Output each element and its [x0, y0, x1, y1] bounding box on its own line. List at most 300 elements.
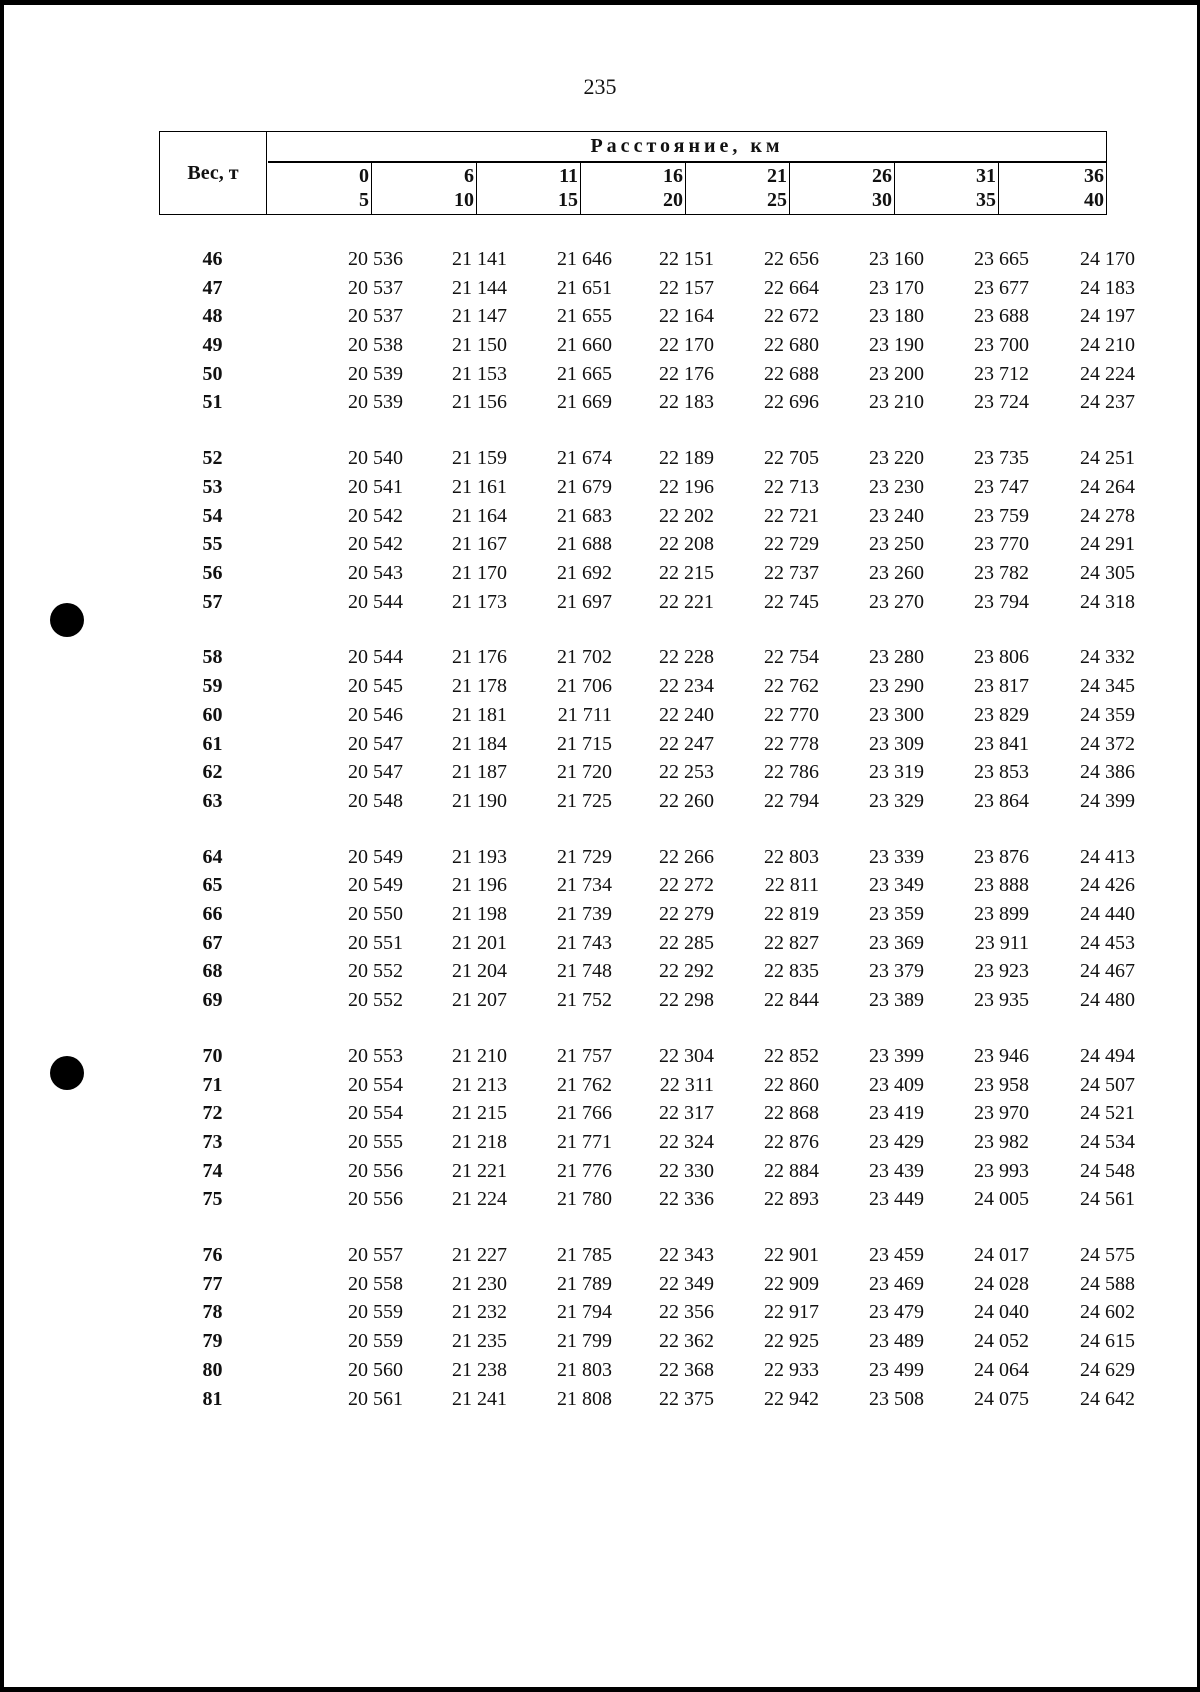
value-cell: 24 588: [1080, 1273, 1135, 1295]
value-cell: 23 200: [869, 363, 924, 385]
value-cell: 22 754: [764, 646, 819, 668]
value-cell: 22 721: [764, 505, 819, 527]
value-cell: 24 521: [1080, 1102, 1135, 1124]
scan-border-top: [0, 0, 1200, 5]
value-cell: 24 602: [1080, 1301, 1135, 1323]
distance-range-cell: [790, 162, 895, 214]
scan-border-bottom: [0, 1687, 1200, 1692]
value-cell: 20 544: [348, 646, 403, 668]
value-cell: 22 330: [659, 1160, 714, 1182]
page-number: 235: [583, 74, 617, 99]
weight-cell: 69: [202, 989, 223, 1011]
table-row: [159, 989, 1135, 1017]
value-cell: 20 547: [348, 733, 403, 755]
weight-cell: 73: [202, 1131, 223, 1153]
value-cell: 20 539: [348, 363, 403, 385]
value-cell: 23 829: [974, 704, 1029, 726]
table-row: [159, 932, 1135, 960]
value-cell: 24 052: [974, 1330, 1029, 1352]
table-row: [159, 1188, 1135, 1216]
value-cell: 24 251: [1080, 447, 1135, 469]
value-cell: 20 538: [348, 334, 403, 356]
value-cell: 22 860: [764, 1074, 819, 1096]
value-cell: 21 196: [452, 874, 507, 896]
value-cell: 23 958: [974, 1074, 1029, 1096]
value-cell: 23 747: [974, 476, 1029, 498]
value-cell: 20 554: [348, 1102, 403, 1124]
value-cell: 21 669: [557, 391, 612, 413]
value-cell: 20 558: [348, 1273, 403, 1295]
range-to: 35: [976, 189, 996, 211]
weight-cell: 74: [202, 1160, 223, 1182]
weight-cell: 61: [202, 733, 223, 755]
value-cell: 20 544: [348, 591, 403, 613]
value-cell: 22 893: [764, 1188, 819, 1210]
value-cell: 23 329: [869, 790, 924, 812]
value-cell: 24 345: [1080, 675, 1135, 697]
value-cell: 22 272: [659, 874, 714, 896]
table-row: [159, 1045, 1135, 1073]
value-cell: 22 737: [764, 562, 819, 584]
value-cell: 22 362: [659, 1330, 714, 1352]
value-cell: 20 548: [348, 790, 403, 812]
value-cell: 21 752: [557, 989, 612, 1011]
value-cell: 20 537: [348, 277, 403, 299]
value-cell: 21 688: [557, 533, 612, 555]
value-cell: 21 159: [452, 447, 507, 469]
value-cell: 22 868: [764, 1102, 819, 1124]
weight-cell: 52: [202, 447, 223, 469]
value-cell: 23 665: [974, 248, 1029, 270]
value-cell: 20 542: [348, 505, 403, 527]
weight-header-label: Вес, т: [187, 162, 239, 184]
weight-cell: 76: [202, 1244, 223, 1266]
value-cell: 24 075: [974, 1388, 1029, 1410]
value-cell: 21 218: [452, 1131, 507, 1153]
distance-range-cell: [477, 162, 581, 214]
value-cell: 22 925: [764, 1330, 819, 1352]
value-cell: 21 739: [557, 903, 612, 925]
value-cell: 22 786: [764, 761, 819, 783]
value-cell: 21 785: [557, 1244, 612, 1266]
value-cell: 24 615: [1080, 1330, 1135, 1352]
range-from: 6: [464, 165, 474, 187]
value-cell: 21 181: [452, 704, 507, 726]
value-cell: 24 040: [974, 1301, 1029, 1323]
value-cell: 23 970: [974, 1102, 1029, 1124]
value-cell: 22 909: [764, 1273, 819, 1295]
value-cell: 21 743: [557, 932, 612, 954]
value-cell: 21 227: [452, 1244, 507, 1266]
value-cell: 23 349: [869, 874, 924, 896]
value-cell: 21 651: [557, 277, 612, 299]
value-cell: 23 260: [869, 562, 924, 584]
value-cell: 22 917: [764, 1301, 819, 1323]
value-cell: 22 729: [764, 533, 819, 555]
value-cell: 21 170: [452, 562, 507, 584]
value-cell: 21 184: [452, 733, 507, 755]
value-cell: 20 553: [348, 1045, 403, 1067]
value-cell: 22 336: [659, 1188, 714, 1210]
value-cell: 21 697: [557, 591, 612, 613]
value-cell: 22 762: [764, 675, 819, 697]
value-cell: 22 688: [764, 363, 819, 385]
value-cell: 23 230: [869, 476, 924, 498]
range-from: 16: [663, 165, 683, 187]
value-cell: 22 884: [764, 1160, 819, 1182]
weight-cell: 48: [202, 305, 223, 327]
distance-range-cell: [895, 162, 999, 214]
table-row: [159, 960, 1135, 988]
value-cell: 21 190: [452, 790, 507, 812]
value-cell: 23 806: [974, 646, 1029, 668]
value-cell: 21 230: [452, 1273, 507, 1295]
value-cell: 22 844: [764, 989, 819, 1011]
value-cell: 21 141: [452, 248, 507, 270]
value-cell: 23 190: [869, 334, 924, 356]
value-cell: 21 706: [557, 675, 612, 697]
value-cell: 21 178: [452, 675, 507, 697]
table-row: [159, 363, 1135, 391]
table-row: [159, 646, 1135, 674]
weight-cell: 70: [202, 1045, 223, 1067]
table-row: [159, 874, 1135, 902]
value-cell: 23 735: [974, 447, 1029, 469]
value-cell: 21 238: [452, 1359, 507, 1381]
value-cell: 23 782: [974, 562, 1029, 584]
value-cell: 22 656: [764, 248, 819, 270]
value-cell: 23 449: [869, 1188, 924, 1210]
value-cell: 23 170: [869, 277, 924, 299]
value-cell: 22 151: [659, 248, 714, 270]
value-cell: 21 144: [452, 277, 507, 299]
value-cell: 24 629: [1080, 1359, 1135, 1381]
value-cell: 21 210: [452, 1045, 507, 1067]
value-cell: 24 017: [974, 1244, 1029, 1266]
value-cell: 22 247: [659, 733, 714, 755]
punch-hole: [50, 1056, 84, 1090]
value-cell: 23 864: [974, 790, 1029, 812]
distance-range-cell: [268, 162, 372, 214]
value-cell: 20 556: [348, 1160, 403, 1182]
value-cell: 22 176: [659, 363, 714, 385]
value-cell: 21 794: [557, 1301, 612, 1323]
value-cell: 23 899: [974, 903, 1029, 925]
value-cell: 21 241: [452, 1388, 507, 1410]
weight-cell: 62: [202, 761, 223, 783]
weight-header-cell: [160, 132, 267, 214]
value-cell: 22 819: [764, 903, 819, 925]
table-row: [159, 675, 1135, 703]
range-from: 11: [559, 165, 578, 187]
table-row: [159, 790, 1135, 818]
weight-cell: 60: [202, 704, 223, 726]
value-cell: 23 946: [974, 1045, 1029, 1067]
value-cell: 22 811: [764, 874, 819, 896]
value-cell: 23 469: [869, 1273, 924, 1295]
value-cell: 24 264: [1080, 476, 1135, 498]
value-cell: 23 160: [869, 248, 924, 270]
value-cell: 24 534: [1080, 1131, 1135, 1153]
weight-cell: 51: [202, 391, 223, 413]
value-cell: 22 349: [659, 1273, 714, 1295]
value-cell: 24 197: [1080, 305, 1135, 327]
value-cell: 24 467: [1080, 960, 1135, 982]
value-cell: 22 356: [659, 1301, 714, 1323]
table-row: [159, 447, 1135, 475]
range-from: 21: [767, 165, 787, 187]
value-cell: 24 359: [1080, 704, 1135, 726]
value-cell: 20 542: [348, 533, 403, 555]
value-cell: 21 213: [452, 1074, 507, 1096]
value-cell: 21 232: [452, 1301, 507, 1323]
table-row: [159, 1359, 1135, 1387]
value-cell: 20 556: [348, 1188, 403, 1210]
value-cell: 21 734: [557, 874, 612, 896]
table-row: [159, 1244, 1135, 1272]
value-cell: 23 923: [974, 960, 1029, 982]
table-row: [159, 505, 1135, 533]
value-cell: 22 803: [764, 846, 819, 868]
value-cell: 22 292: [659, 960, 714, 982]
value-cell: 21 808: [557, 1388, 612, 1410]
value-cell: 23 876: [974, 846, 1029, 868]
value-cell: 24 305: [1080, 562, 1135, 584]
weight-cell: 63: [202, 790, 223, 812]
value-cell: 23 300: [869, 704, 924, 726]
weight-cell: 65: [202, 874, 223, 896]
table-row: [159, 1330, 1135, 1358]
value-cell: 22 183: [659, 391, 714, 413]
value-cell: 20 546: [348, 704, 403, 726]
value-cell: 23 240: [869, 505, 924, 527]
value-cell: 22 279: [659, 903, 714, 925]
table-row: [159, 1388, 1135, 1416]
value-cell: 22 713: [764, 476, 819, 498]
value-cell: 20 543: [348, 562, 403, 584]
value-cell: 21 660: [557, 334, 612, 356]
weight-cell: 72: [202, 1102, 223, 1124]
distance-range-cell: [686, 162, 790, 214]
value-cell: 23 180: [869, 305, 924, 327]
value-cell: 20 547: [348, 761, 403, 783]
value-cell: 22 705: [764, 447, 819, 469]
value-cell: 22 202: [659, 505, 714, 527]
value-cell: 23 817: [974, 675, 1029, 697]
value-cell: 23 220: [869, 447, 924, 469]
value-cell: 24 426: [1080, 874, 1135, 896]
value-cell: 21 715: [557, 733, 612, 755]
value-cell: 22 317: [659, 1102, 714, 1124]
value-cell: 20 555: [348, 1131, 403, 1153]
value-cell: 20 549: [348, 846, 403, 868]
table-row: [159, 733, 1135, 761]
value-cell: 22 221: [659, 591, 714, 613]
value-cell: 21 776: [557, 1160, 612, 1182]
value-cell: 24 028: [974, 1273, 1029, 1295]
table-row: [159, 903, 1135, 931]
value-cell: 23 339: [869, 846, 924, 868]
value-cell: 21 147: [452, 305, 507, 327]
range-to: 15: [558, 189, 578, 211]
value-cell: 23 250: [869, 533, 924, 555]
range-from: 31: [976, 165, 996, 187]
value-cell: 23 700: [974, 334, 1029, 356]
value-cell: 22 696: [764, 391, 819, 413]
value-cell: 20 561: [348, 1388, 403, 1410]
value-cell: 22 827: [764, 932, 819, 954]
weight-cell: 81: [202, 1388, 223, 1410]
value-cell: 20 560: [348, 1359, 403, 1381]
weight-cell: 47: [202, 277, 223, 299]
value-cell: 23 677: [974, 277, 1029, 299]
value-cell: 23 993: [974, 1160, 1029, 1182]
value-cell: 21 173: [452, 591, 507, 613]
value-cell: 22 933: [764, 1359, 819, 1381]
value-cell: 23 210: [869, 391, 924, 413]
value-cell: 21 762: [557, 1074, 612, 1096]
value-cell: 21 692: [557, 562, 612, 584]
value-cell: 21 683: [557, 505, 612, 527]
value-cell: 21 201: [452, 932, 507, 954]
value-cell: 23 982: [974, 1131, 1029, 1153]
value-cell: 23 409: [869, 1074, 924, 1096]
range-to: 30: [872, 189, 892, 211]
value-cell: 22 189: [659, 447, 714, 469]
value-cell: 21 799: [557, 1330, 612, 1352]
range-from: 26: [872, 165, 892, 187]
value-cell: 22 170: [659, 334, 714, 356]
value-cell: 23 359: [869, 903, 924, 925]
value-cell: 23 429: [869, 1131, 924, 1153]
punch-hole: [50, 603, 84, 637]
value-cell: 21 153: [452, 363, 507, 385]
table-row: [159, 761, 1135, 789]
value-cell: 24 413: [1080, 846, 1135, 868]
table-row: [159, 1301, 1135, 1329]
value-cell: 23 280: [869, 646, 924, 668]
value-cell: 21 725: [557, 790, 612, 812]
value-cell: 23 290: [869, 675, 924, 697]
value-cell: 21 771: [557, 1131, 612, 1153]
value-cell: 24 453: [1080, 932, 1135, 954]
value-cell: 24 237: [1080, 391, 1135, 413]
value-cell: 22 164: [659, 305, 714, 327]
value-cell: 22 240: [659, 704, 714, 726]
value-cell: 22 228: [659, 646, 714, 668]
value-cell: 21 198: [452, 903, 507, 925]
table-row: [159, 1273, 1135, 1301]
value-cell: 23 888: [974, 874, 1029, 896]
value-cell: 21 757: [557, 1045, 612, 1067]
value-cell: 23 911: [974, 932, 1029, 954]
value-cell: 24 170: [1080, 248, 1135, 270]
value-cell: 21 674: [557, 447, 612, 469]
value-cell: 22 672: [764, 305, 819, 327]
value-cell: 24 210: [1080, 334, 1135, 356]
value-cell: 22 285: [659, 932, 714, 954]
weight-cell: 78: [202, 1301, 223, 1323]
value-cell: 21 711: [557, 704, 612, 726]
value-cell: 20 557: [348, 1244, 403, 1266]
value-cell: 23 508: [869, 1388, 924, 1410]
value-cell: 20 551: [348, 932, 403, 954]
value-cell: 21 646: [557, 248, 612, 270]
value-cell: 24 507: [1080, 1074, 1135, 1096]
value-cell: 23 309: [869, 733, 924, 755]
table-row: [159, 704, 1135, 732]
value-cell: 21 729: [557, 846, 612, 868]
value-cell: 21 187: [452, 761, 507, 783]
weight-cell: 50: [202, 363, 223, 385]
value-cell: 22 343: [659, 1244, 714, 1266]
value-cell: 22 901: [764, 1244, 819, 1266]
value-cell: 24 548: [1080, 1160, 1135, 1182]
value-cell: 22 664: [764, 277, 819, 299]
range-from: 0: [359, 165, 369, 187]
value-cell: 23 369: [869, 932, 924, 954]
table-row: [159, 1160, 1135, 1188]
value-cell: 21 789: [557, 1273, 612, 1295]
range-to: 25: [767, 189, 787, 211]
weight-cell: 46: [202, 248, 223, 270]
value-cell: 24 291: [1080, 533, 1135, 555]
value-cell: 24 372: [1080, 733, 1135, 755]
weight-cell: 71: [202, 1074, 223, 1096]
weight-cell: 68: [202, 960, 223, 982]
weight-cell: 59: [202, 675, 223, 697]
value-cell: 20 559: [348, 1301, 403, 1323]
value-cell: 23 419: [869, 1102, 924, 1124]
value-cell: 20 550: [348, 903, 403, 925]
table-row: [159, 591, 1135, 619]
value-cell: 21 720: [557, 761, 612, 783]
value-cell: 20 545: [348, 675, 403, 697]
range-to: 20: [663, 189, 683, 211]
value-cell: 21 655: [557, 305, 612, 327]
scan-border-left: [0, 0, 4, 1692]
range-to: 5: [359, 189, 369, 211]
weight-cell: 80: [202, 1359, 223, 1381]
value-cell: 21 235: [452, 1330, 507, 1352]
table-row: [159, 1131, 1135, 1159]
value-cell: 24 332: [1080, 646, 1135, 668]
table-header: [159, 131, 1107, 215]
weight-cell: 75: [202, 1188, 223, 1210]
value-cell: 23 389: [869, 989, 924, 1011]
value-cell: 24 278: [1080, 505, 1135, 527]
value-cell: 21 215: [452, 1102, 507, 1124]
distance-range-cell: [372, 162, 477, 214]
value-cell: 22 208: [659, 533, 714, 555]
value-cell: 23 841: [974, 733, 1029, 755]
weight-cell: 67: [202, 932, 223, 954]
table-row: [159, 476, 1135, 504]
range-to: 10: [454, 189, 474, 211]
value-cell: 23 724: [974, 391, 1029, 413]
table-row: [159, 1102, 1135, 1130]
value-cell: 20 554: [348, 1074, 403, 1096]
value-cell: 22 253: [659, 761, 714, 783]
weight-cell: 54: [202, 505, 223, 527]
value-cell: 22 876: [764, 1131, 819, 1153]
value-cell: 22 260: [659, 790, 714, 812]
value-cell: 22 852: [764, 1045, 819, 1067]
range-to: 40: [1084, 189, 1104, 211]
value-cell: 22 215: [659, 562, 714, 584]
value-cell: 24 494: [1080, 1045, 1135, 1067]
value-cell: 20 536: [348, 248, 403, 270]
